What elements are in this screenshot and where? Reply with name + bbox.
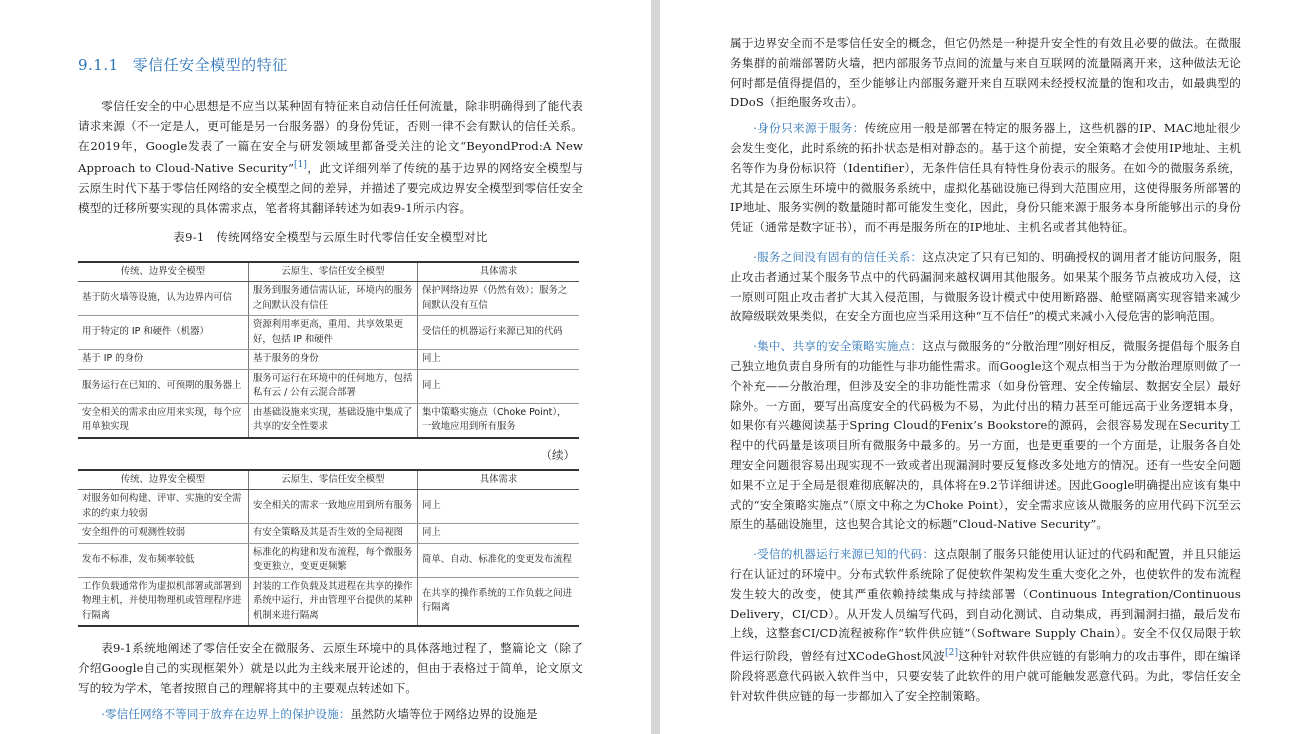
table-cell: 安全相关的需求由应用来实现，每个应用单独实现 (78, 403, 249, 438)
bullet-no-inherent-trust (730, 248, 1241, 327)
right-page (660, 0, 1307, 734)
table-cell: 集中策略实施点（Choke Point），一致地应用到所有服务 (418, 403, 580, 438)
table-cell: 有安全策略及其是否生效的全局视图 (249, 524, 418, 544)
intro-text-tail: ，此文详细列举了传统的基于边界的网络安全模型与云原生时代下基于零信任网络的安全模型之间的差异，并描述了要完成边界安全模型到零信任安全模型的迁移所要实现的具体需求点，笔者将其翻译转述为如表9-1所示内容。 (78, 161, 583, 215)
table-cell: 简单、自动、标准化的变更发布流程 (418, 543, 580, 577)
table-cell: 同上 (418, 490, 580, 524)
table-row (78, 369, 579, 403)
comparison-table-part2 (78, 469, 579, 628)
table-cell: 同上 (418, 350, 580, 370)
bullet-text: 虽然防火墙等位于网络边界的设施是 (350, 706, 538, 721)
table-row (78, 577, 579, 626)
bullet-lead: ·受信的机器运行来源已知的代码： (753, 547, 935, 562)
bullet-text: 传统应用一般是部署在特定的服务器上，这些机器的IP、MAC地址很少会发生变化，此时系统的拓扑状态是相对静态的。基于这个前提，安全策略才会使用IP地址、主机名等作为身份标识符（Identifier），无条件信任具有特性身份表示的服务。在如今的微服务系统，尤其是在云原生环境中的微服务系统中，虚拟化基础设施已得到大范围应用，这使得服务所部署的IP地址、服务实例的数量随时都可能发生变化，因此，身份只能来源于服务本身所能够出示的身份凭证（通常是数字证书），而不再是服务所在的IP地址、主机名或者其他特征。 (730, 121, 1241, 235)
table-row (78, 524, 579, 544)
footnote-ref-2[interactable]: [2] (945, 648, 959, 659)
table-cell: 服务运行在已知的、可预期的服务器上 (78, 369, 249, 403)
continued-paragraph: 属于边界安全而不是零信任安全的概念，但它仍然是一种提升安全性的有效且必要的做法。在微服务集群的前端部署防火墙，把内部服务节点间的流量与来自互联网的流量隔离开来，这种做法无论何时都是值得提倡的，至少能够让内部服务避开来自互联网未经授权流量的饱和攻击，如最典型的DDoS（拒绝服务攻击）。 (730, 36, 1241, 110)
bullet-text: 这点与微服务的“分散治理”刚好相反，微服务提倡每个服务自己独立地负责自身所有的功能性与非功能性需求。而Google这个观点相当于为分散治理原则做了一个补充——分散治理，但涉及安全的非功能性需求（如身份管理、安全传输层、数据安全层）最好除外。一方面，要写出高度安全的代码极为不易，为此付出的精力甚至可能远高于业务逻辑本身，如果你有兴趣阅读基于Spring Cloud的Fenix’s Bookstore的源码，会很容易发现在Security工程中的代码量是该项目所有微服务中最多的。另一方面，也是更重要的一个方面是，让服务各自处理安全问题很容易出现实现不一致或者出现漏洞时要反复修改多处地方的情况。还有一些安全问题如果不立足于全局是很难彻底解决的，具体将在9.2节详细讲述。因此Google明确提出应该有集中式的“安全策略实施点”（原文中称之为Choke Point），安全需求应该从微服务的应用代码下沉至云原生的基础设施里，这也契合其论文的标题“Cloud-Native Security”。 (730, 339, 1242, 532)
table-row (78, 543, 579, 577)
intro-text: 零信任安全的中心思想是不应当以某种固有特征来自动信任任何流量，除非明确得到了能代表请求来源（不一定是人，更可能是另一台服务器）的身份凭证，否则一律不会有默认的信任关系。在2019年，Google发表了一篇在安全与研发领域里都备受关注的论文“BeyondProd:A New Approach to Cloud-Native Security” (78, 99, 583, 176)
table-header-traditional: 传统、边界安全模型 (78, 262, 249, 282)
bullet-lead: ·零信任网络不等同于放弃在边界上的保护设施： (101, 706, 351, 721)
table-cell: 基于服务的身份 (249, 350, 418, 370)
table-cell: 发布不标准，发布频率较低 (78, 543, 249, 577)
section-heading (78, 54, 583, 75)
table-header-cloud-native: 云原生、零信任安全模型 (249, 470, 418, 490)
table-cell: 同上 (418, 524, 580, 544)
bullet-trusted-code (730, 545, 1241, 706)
table-cell: 标准化的构建和发布流程，每个微服务变更独立，变更更频繁 (249, 543, 418, 577)
table-cell: 资源利用率更高，重用、共享效果更好，包括 IP 和硬件 (249, 316, 418, 350)
bullet-lead: ·集中、共享的安全策略实施点： (753, 339, 923, 354)
section-title: 零信任安全模型的特征 (132, 56, 288, 74)
table-cell: 同上 (418, 369, 580, 403)
bullet-text-tail: 这种针对软件供应链的有影响力的攻击事件，即在编译阶段将恶意代码嵌入软件当中，只要安装了此软件的用户就可能触发恶意代码。为此，零信任安全针对软件供应链的每一步都加入了安全控制策略。 (730, 648, 1242, 703)
table-row (78, 316, 579, 350)
bullet-lead: ·身份只来源于服务： (753, 121, 865, 136)
table-header-requirement: 具体需求 (418, 262, 580, 282)
table-cell: 工作负载通常作为虚拟机部署或部署到物理主机，并使用物理机或管理程序进行隔离 (78, 577, 249, 626)
table-header-row (78, 262, 579, 282)
left-page (0, 0, 651, 734)
table-cell: 基于 IP 的身份 (78, 350, 249, 370)
table-header-traditional: 传统、边界安全模型 (78, 470, 249, 490)
table-cell: 安全相关的需求一致地应用到所有服务 (249, 490, 418, 524)
table-cell: 保护网络边界（仍然有效）；服务之间默认没有互信 (418, 282, 580, 316)
table-row (78, 490, 579, 524)
bullet-boundary-protection (78, 705, 583, 725)
footnote-ref-1[interactable]: [1] (293, 160, 308, 171)
table-cell: 受信任的机器运行来源已知的代码 (418, 316, 580, 350)
table-header-requirement: 具体需求 (418, 470, 580, 490)
table-cell: 封装的工作负载及其进程在共享的操作系统中运行，并由管理平台提供的某种机制来进行隔离 (249, 577, 418, 626)
table-caption: 表9-1 传统网络安全模型与云原生时代零信任安全模型对比 (173, 229, 488, 244)
bullet-identity-from-service (730, 119, 1241, 238)
table-cell: 在共享的操作系统的工作负载之间进行隔离 (418, 577, 580, 626)
table-cell: 基于防火墙等设施，认为边界内可信 (78, 282, 249, 316)
table-cell: 用于特定的 IP 和硬件（机器） (78, 316, 249, 350)
table-cell: 服务可运行在环境中的任何地方，包括私有云 / 公有云混合部署 (249, 369, 418, 403)
intro-paragraph (78, 97, 583, 219)
table-cell: 对服务如何构建、评审、实施的安全需求的约束力较弱 (78, 490, 249, 524)
table-cell: 由基础设施来实现，基础设施中集成了共享的安全性要求 (249, 403, 418, 438)
comparison-table-part1 (78, 261, 579, 439)
table-continued-label: （续） (540, 447, 575, 462)
bullet-lead: ·服务之间没有固有的信任关系： (753, 249, 923, 264)
table-cell: 服务到服务通信需认证，环境内的服务之间默认没有信任 (249, 282, 418, 316)
bullet-text: 这点限制了服务只能使用认证过的代码和配置，并且只能运行在认证过的环境中。分布式软件系统除了促使软件架构发生重大变化之外，也使软件的发布流程发生较大的改变，使其严重依赖持续集成与持续部署（Continuous Integration/Continuous Delivery，CI/CD）。从开发人员编写代码，到自动化测试、自动集成，再到漏洞扫描，最后发布上线，这整套CI/CD流程被称作“软件供应链”（Software Supply Chain）。安全不仅仅局限于软件运行阶段，曾经有过XCodeGhost风波 (730, 547, 1241, 663)
table-header-row (78, 470, 579, 490)
bullet-text: 这点决定了只有已知的、明确授权的调用者才能访问服务，阻止攻击者通过某个服务节点中的代码漏洞来越权调用其他服务。如果某个服务节点被成功入侵，这一原则可阻止攻击者扩大其入侵范围，与微服务设计模式中使用断路器、舱壁隔离实现容错来减少故障级联效果类似，在安全方面也应当采用这种“互不信任”的模式来减小入侵危害的影响范围。 (730, 249, 1242, 324)
summary-paragraph: 表9-1系统地阐述了零信任安全在微服务、云原生环境中的具体落地过程了，整篇论文（除了介绍Google自己的实现框架外）就是以此为主线来展开论述的，但由于表格过于简单，论文原文写的较为学术，笔者按照自己的理解将其中的主要观点转述如下。 (78, 641, 583, 695)
table-header-cloud-native: 云原生、零信任安全模型 (249, 262, 418, 282)
table-cell: 安全组件的可观测性较弱 (78, 524, 249, 544)
table-row (78, 282, 579, 316)
bullet-choke-point (730, 337, 1241, 535)
table-row (78, 350, 579, 370)
table-row (78, 403, 579, 438)
section-number: 9.1.1 (78, 56, 119, 74)
